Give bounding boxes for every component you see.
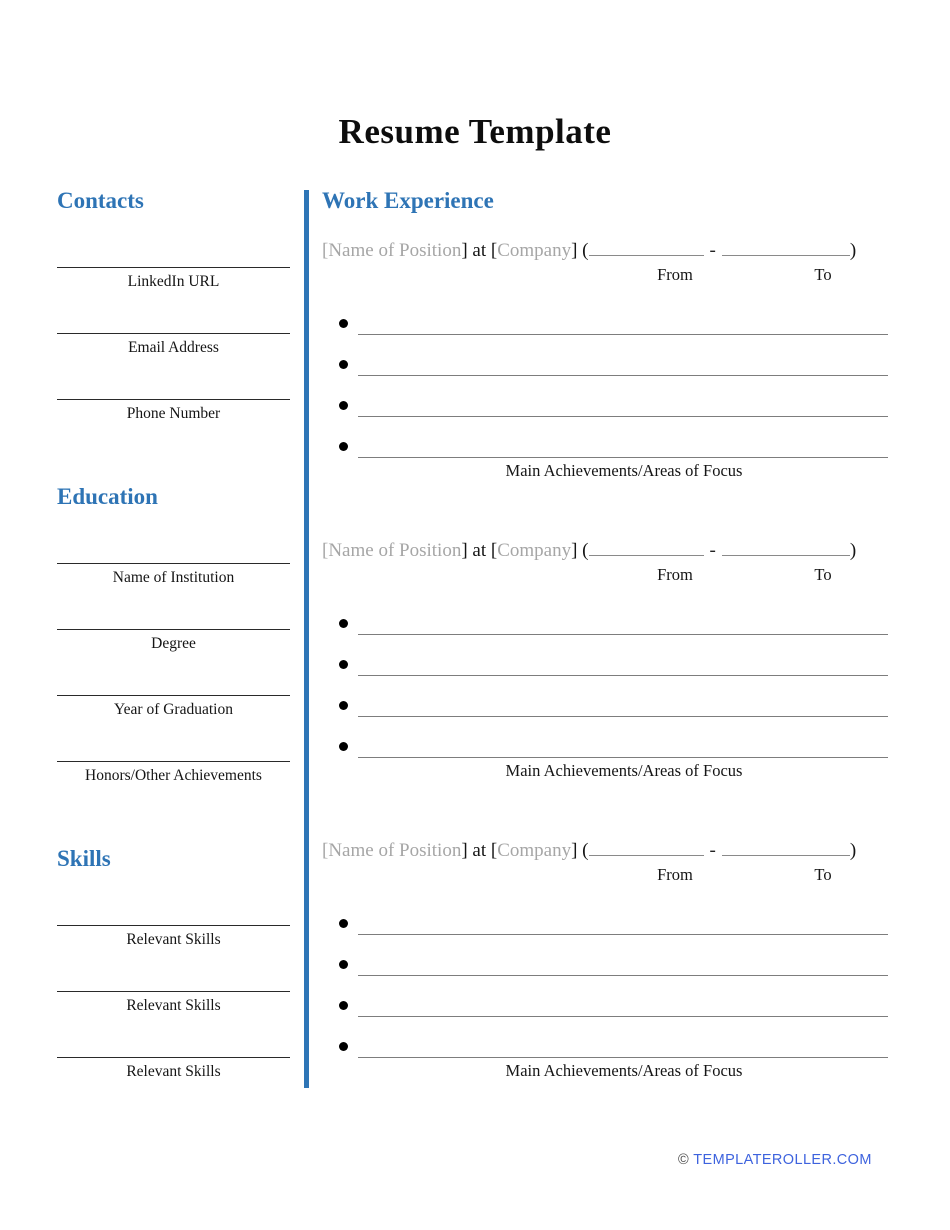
bullet-row [322,976,890,1017]
field-label: Relevant Skills [126,931,221,948]
from-date-blank[interactable] [589,538,704,556]
to-date-blank[interactable] [722,238,850,256]
position-row [322,538,890,564]
from-date-blank[interactable] [589,238,704,256]
bullet-row [322,894,890,935]
work-experience-title: Work Experience [322,188,494,213]
bullet-row [322,676,890,717]
bullet-icon [339,701,348,710]
sidebar-field [57,761,290,786]
open-paren-text: ] ( [571,540,589,561]
position-row [322,238,890,264]
sidebar-field [57,1057,290,1082]
field-label: Degree [151,635,196,652]
bullet-icon [339,919,348,928]
sidebar-field [57,695,290,720]
field-label: LinkedIn URL [127,273,220,290]
sidebar-field [57,629,290,654]
field-line-input[interactable] [57,695,290,696]
footer-brand-link[interactable]: TEMPLATEROLLER.COM [693,1152,872,1168]
page-title: Resume Template [338,112,612,151]
achievements-caption: Main Achievements/Areas of Focus [505,1061,743,1080]
vertical-divider [304,190,309,1088]
bullet-icon [339,1001,348,1010]
achievement-bullets [322,594,890,758]
main-column [322,188,890,1082]
bullet-icon [339,1042,348,1051]
bullet-icon [339,742,348,751]
position-placeholder: [Name of Position [322,540,462,561]
field-line-input[interactable] [57,629,290,630]
sidebar [57,188,290,1082]
bullet-row [322,376,890,417]
sidebar-section [57,188,290,424]
bullet-row [322,935,890,976]
achievements-caption: Main Achievements/Areas of Focus [505,761,743,780]
bullet-icon [339,619,348,628]
bullet-icon [339,960,348,969]
field-line-input[interactable] [57,399,290,400]
sidebar-field [57,399,290,424]
sidebar-section [57,484,290,786]
sidebar-section-title: Education [57,484,158,509]
bullet-row [322,635,890,676]
copyright-symbol: © [678,1152,690,1168]
close-paren-text: ) [849,240,857,261]
from-label: From [657,865,693,884]
to-label: To [814,565,832,584]
bullet-row [322,417,890,458]
open-paren-text: ] ( [571,840,589,861]
work-experience-entry [322,838,890,1082]
bullet-icon [339,660,348,669]
field-label: Phone Number [126,405,221,422]
date-labels-row [322,264,890,286]
date-labels-row [322,864,890,886]
to-date-blank[interactable] [722,538,850,556]
field-line-input[interactable] [57,333,290,334]
bullet-line-input[interactable] [358,457,888,458]
bullet-icon [339,442,348,451]
from-label: From [657,565,693,584]
position-placeholder: [Name of Position [322,240,462,261]
field-line-input[interactable] [57,991,290,992]
work-experience-entry [322,238,890,482]
position-row [322,838,890,864]
sidebar-section-title: Skills [57,846,111,871]
sidebar-field [57,563,290,588]
work-experience-entry [322,538,890,782]
date-labels-row [322,564,890,586]
close-paren-text: ) [849,540,857,561]
bracket-at-text: ] at [ [461,840,498,861]
bracket-at-text: ] at [ [461,240,498,261]
to-date-blank[interactable] [722,838,850,856]
field-line-input[interactable] [57,267,290,268]
bullet-row [322,294,890,335]
sidebar-field [57,333,290,358]
field-label: Name of Institution [112,569,235,586]
date-range-dash: - [709,840,716,861]
field-line-input[interactable] [57,1057,290,1058]
sidebar-field [57,925,290,950]
bracket-at-text: ] at [ [461,540,498,561]
sidebar-field [57,991,290,1016]
bullet-icon [339,319,348,328]
sidebar-section [57,846,290,1082]
work-experience-entries [322,238,890,1082]
from-label: From [657,265,693,284]
field-label: Email Address [128,339,219,356]
sidebar-section-fields [57,267,290,424]
bullet-icon [339,360,348,369]
sidebar-section-fields [57,925,290,1082]
bullet-row [322,1017,890,1058]
company-placeholder: Company [497,540,572,561]
field-label: Year of Graduation [114,701,233,718]
bullet-line-input[interactable] [358,1057,888,1058]
bullet-row [322,717,890,758]
field-label: Honors/Other Achievements [85,767,262,784]
bullet-line-input[interactable] [358,757,888,758]
field-line-input[interactable] [57,925,290,926]
field-line-input[interactable] [57,563,290,564]
date-range-dash: - [709,540,716,561]
open-paren-text: ] ( [571,240,589,261]
bullet-row [322,594,890,635]
achievement-bullets [322,294,890,458]
field-label: Relevant Skills [126,997,221,1014]
company-placeholder: Company [497,240,572,261]
sidebar-section-title: Contacts [57,188,144,213]
achievement-bullets [322,894,890,1058]
to-label: To [814,865,832,884]
field-label: Relevant Skills [126,1063,221,1080]
bullet-row [322,335,890,376]
date-range-dash: - [709,240,716,261]
footer [678,1152,872,1168]
close-paren-text: ) [849,840,857,861]
sidebar-section-fields [57,563,290,786]
sidebar-field [57,267,290,292]
field-line-input[interactable] [57,761,290,762]
position-placeholder: [Name of Position [322,840,462,861]
from-date-blank[interactable] [589,838,704,856]
company-placeholder: Company [497,840,572,861]
achievements-caption: Main Achievements/Areas of Focus [505,461,743,480]
to-label: To [814,265,832,284]
bullet-icon [339,401,348,410]
